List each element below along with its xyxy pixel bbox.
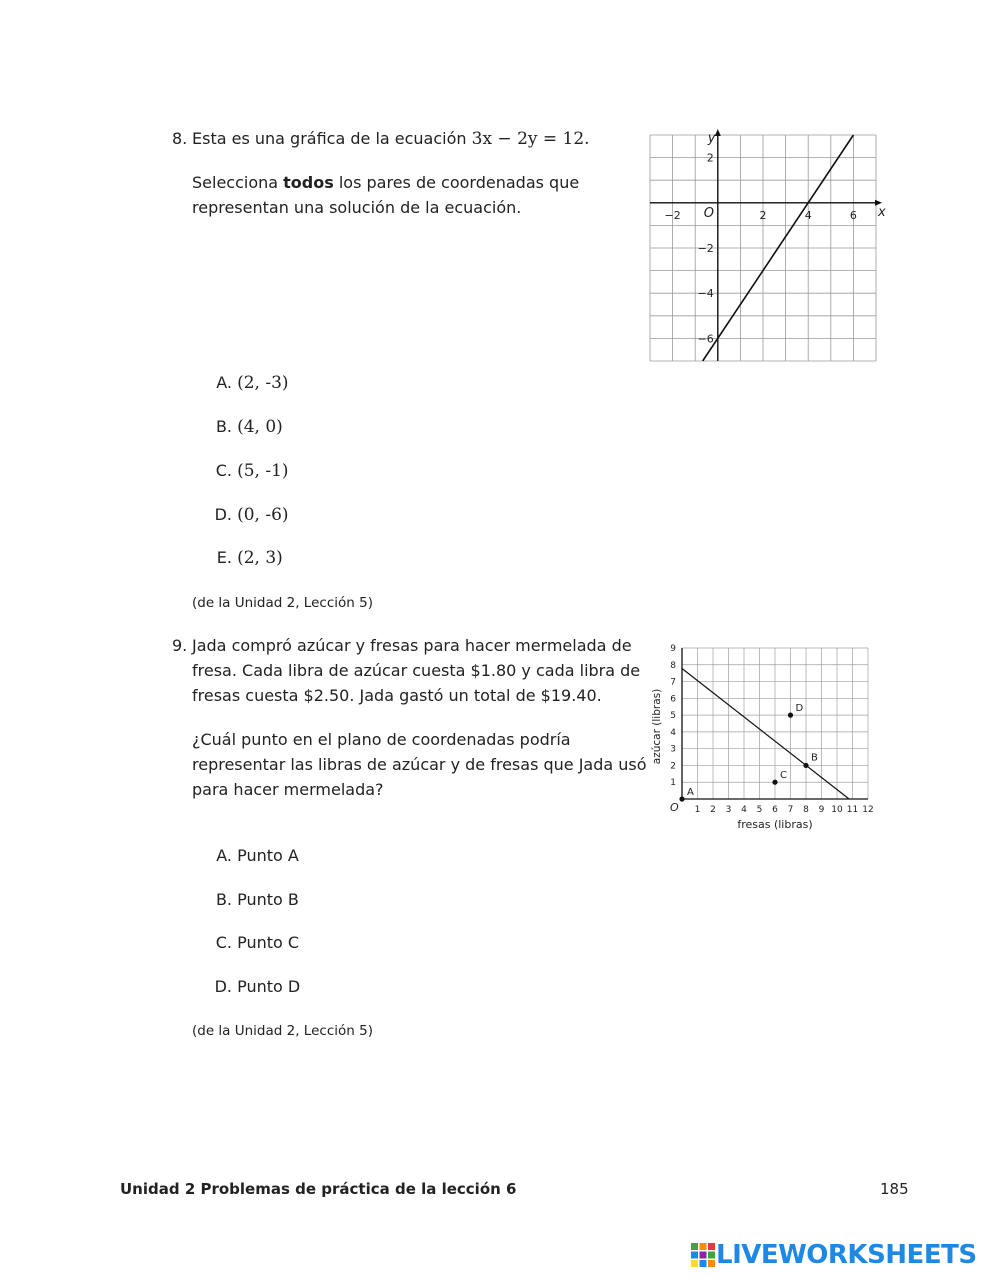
q8-option-label: B. [215, 417, 232, 436]
x-tick-label: 6 [772, 805, 778, 815]
q9-question [192, 727, 652, 802]
q9-option-c[interactable] [212, 933, 299, 953]
x-axis-label: x [878, 204, 886, 220]
q9-option-value: Punto C [237, 933, 300, 952]
q8-option-value: (5, -1) [237, 461, 289, 481]
q9-question-line: ¿Cuál punto en el plano de coordenadas podría [192, 730, 571, 749]
equation-graph [640, 125, 890, 370]
q8-instruction-line2: representan una solución de la ecuación. [192, 198, 522, 217]
y-tick-label: 7 [670, 677, 676, 688]
x-tick-label: 12 [862, 805, 874, 815]
graph1-grid [650, 135, 876, 361]
graph1-axes [650, 129, 882, 361]
x-tick-label: 7 [787, 805, 794, 815]
q8-option-a[interactable] [212, 373, 289, 393]
q8-instruction [192, 170, 612, 220]
q8-option-label: C. [215, 461, 232, 480]
q9-option-a[interactable] [212, 846, 299, 866]
q9-option-label: D. [214, 977, 232, 996]
logo-text: LIVEWORKSHEETS [716, 1240, 977, 1270]
q8-option-c[interactable] [212, 461, 289, 481]
footer-title: Unidad 2 Problemas de práctica de la lección 6 [120, 1180, 517, 1198]
q8-option-value: (2, -3) [237, 373, 289, 393]
q8-instruction-bold: todos [283, 173, 334, 192]
y-tick-label: −4 [697, 287, 714, 301]
x-tick-label: 1 [694, 805, 701, 815]
y-axis-arrow [715, 129, 721, 136]
point-c [772, 780, 777, 785]
q9-option-value: Punto A [237, 846, 299, 865]
liveworksheets-logo[interactable] [690, 1240, 977, 1270]
point-label-b: B [811, 752, 818, 764]
y-tick-label: 9 [670, 644, 676, 654]
point-a [679, 796, 684, 801]
q9-line: Jada compró azúcar y fresas para hacer mermelada de [192, 636, 632, 655]
q8-instruction-pre: Selecciona [192, 173, 279, 192]
q8-prompt-text: Esta es una gráfica de la ecuación [192, 129, 467, 148]
x-tick-label: 2 [710, 805, 716, 815]
q8-source: (de la Unidad 2, Lección 5) [192, 595, 373, 611]
x-tick-label: 6 [849, 208, 857, 222]
point-label-c: C [780, 770, 787, 782]
q9-line: fresa. Cada libra de azúcar cuesta $1.80 y cada libra de [192, 661, 641, 680]
y-tick-label: 8 [670, 660, 676, 671]
q9-question-line: para hacer mermelada? [192, 780, 384, 799]
origin-label: O [670, 801, 679, 814]
x-tick-label: 11 [846, 805, 859, 815]
x-tick-label: 10 [831, 805, 843, 815]
q9-problem [192, 633, 652, 708]
q9-source: (de la Unidad 2, Lección 5) [192, 1023, 373, 1039]
q8-option-value: (0, -6) [237, 505, 289, 525]
y-tick-label: 4 [670, 727, 676, 738]
point-label-a: A [687, 787, 694, 798]
origin-label: O [703, 205, 715, 221]
x-tick-label: 5 [756, 805, 763, 815]
q9-option-d[interactable] [212, 977, 300, 997]
point-b [803, 763, 808, 768]
y-tick-label: 2 [670, 761, 676, 772]
q8-equation: 3x − 2y = 12. [471, 129, 590, 149]
q9-option-label: C. [215, 933, 232, 952]
y-tick-label: 5 [670, 711, 676, 722]
x-tick-label: 8 [803, 805, 809, 815]
jam-graph [648, 640, 883, 835]
point-d [788, 713, 793, 718]
graph2-grid [682, 648, 868, 799]
x-tick-label: 3 [725, 805, 732, 815]
logo-icon [690, 1242, 716, 1268]
q9-option-value: Punto B [237, 890, 299, 909]
q8-option-value: (2, 3) [237, 548, 283, 568]
y-tick-label: 6 [670, 694, 676, 705]
x-tick-label: 4 [741, 805, 747, 815]
q8-option-value: (4, 0) [237, 417, 283, 437]
y-tick-label: 1 [670, 778, 676, 789]
y-tick-label: −2 [697, 242, 714, 255]
q9-option-label: B. [215, 890, 232, 909]
graph1-labels [664, 131, 886, 345]
q8-option-label: A. [216, 373, 232, 392]
x-tick-label: −2 [664, 208, 681, 222]
y-axis-label: azúcar (libras) [651, 688, 663, 765]
y-axis-label: y [707, 131, 716, 146]
q8-option-d[interactable] [212, 505, 289, 525]
q8-option-e[interactable] [212, 548, 283, 568]
graph2-points [679, 703, 818, 801]
q8-instruction-post: los pares de coordenadas que [338, 173, 580, 192]
q9-option-b[interactable] [212, 890, 299, 910]
q8-option-label: D. [214, 505, 232, 524]
y-tick-label: 2 [706, 151, 714, 165]
q9-option-label: A. [216, 846, 232, 865]
x-axis-label: fresas (libras) [737, 818, 813, 831]
q8-option-label: E. [216, 548, 232, 567]
q8-number: 8. [172, 129, 188, 148]
point-label-d: D [795, 703, 804, 715]
q9-number: 9. [172, 636, 188, 655]
q9-line: fresas cuesta $2.50. Jada gastó un total de $19.40. [192, 686, 602, 705]
q8-prompt [192, 126, 590, 152]
q8-option-b[interactable] [212, 417, 283, 437]
y-tick-label: 3 [670, 744, 676, 755]
x-tick-label: 9 [818, 805, 825, 815]
x-tick-label: 2 [759, 208, 767, 222]
y-tick-label: −6 [697, 332, 714, 346]
graph2-labels [651, 644, 874, 831]
x-tick-label: 4 [804, 208, 812, 222]
q9-question-line: representar las libras de azúcar y de fresas que Jada usó [192, 755, 647, 774]
budget-line [682, 668, 849, 799]
page-number: 185 [880, 1180, 909, 1198]
q9-option-value: Punto D [237, 977, 301, 996]
